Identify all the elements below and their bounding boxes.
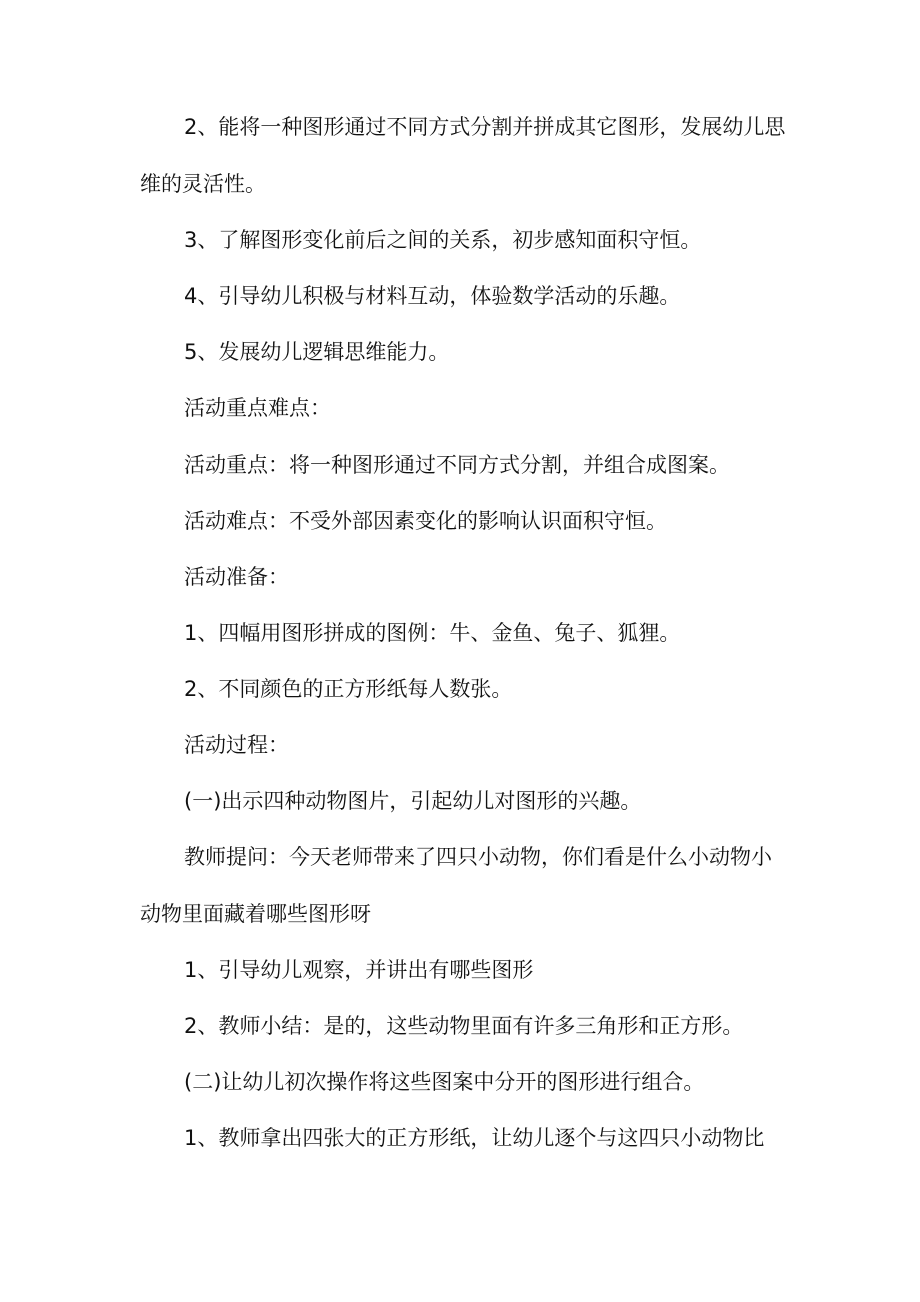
paragraph-objective-2: 2、能将一种图形通过不同方式分割并拼成其它图形，发展幼儿思维的灵活性。: [140, 115, 786, 196]
paragraph-compare-squares: 1、教师拿出四张大的正方形纸，让幼儿逐个与这四只小动物比: [184, 1126, 765, 1150]
paragraph-preparation-1: 1、四幅用图形拼成的图例：牛、金鱼、兔子、狐狸。: [184, 621, 681, 645]
paragraph-objective-3: 3、了解图形变化前后之间的关系，初步感知面积守恒。: [184, 228, 702, 252]
heading-key-difficult-points: 活动重点难点：: [184, 396, 331, 420]
paragraph-process-step-1: (一)出示四种动物图片，引起幼儿对图形的兴趣。: [184, 789, 642, 813]
paragraph-preparation-2: 2、不同颜色的正方形纸每人数张。: [184, 677, 513, 701]
paragraph-observe: 1、引导幼儿观察，并讲出有哪些图形: [184, 958, 534, 982]
paragraph-objective-4: 4、引导幼儿积极与材料互动，体验数学活动的乐趣。: [184, 284, 681, 308]
paragraph-process-step-2: (二)让幼儿初次操作将这些图案中分开的图形进行组合。: [184, 1070, 705, 1094]
paragraph-teacher-question: 教师提问：今天老师带来了四只小动物，你们看是什么小动物小动物里面藏着哪些图形呀: [140, 845, 772, 926]
paragraph-key-point: 活动重点：将一种图形通过不同方式分割，并组合成图案。: [184, 453, 730, 477]
paragraph-objective-5: 5、发展幼儿逻辑思维能力。: [184, 340, 450, 364]
paragraph-teacher-summary: 2、教师小结：是的，这些动物里面有许多三角形和正方形。: [184, 1014, 744, 1038]
heading-process: 活动过程：: [184, 733, 289, 757]
paragraph-difficult-point: 活动难点：不受外部因素变化的影响认识面积守恒。: [184, 509, 667, 533]
heading-preparation: 活动准备：: [184, 565, 289, 589]
